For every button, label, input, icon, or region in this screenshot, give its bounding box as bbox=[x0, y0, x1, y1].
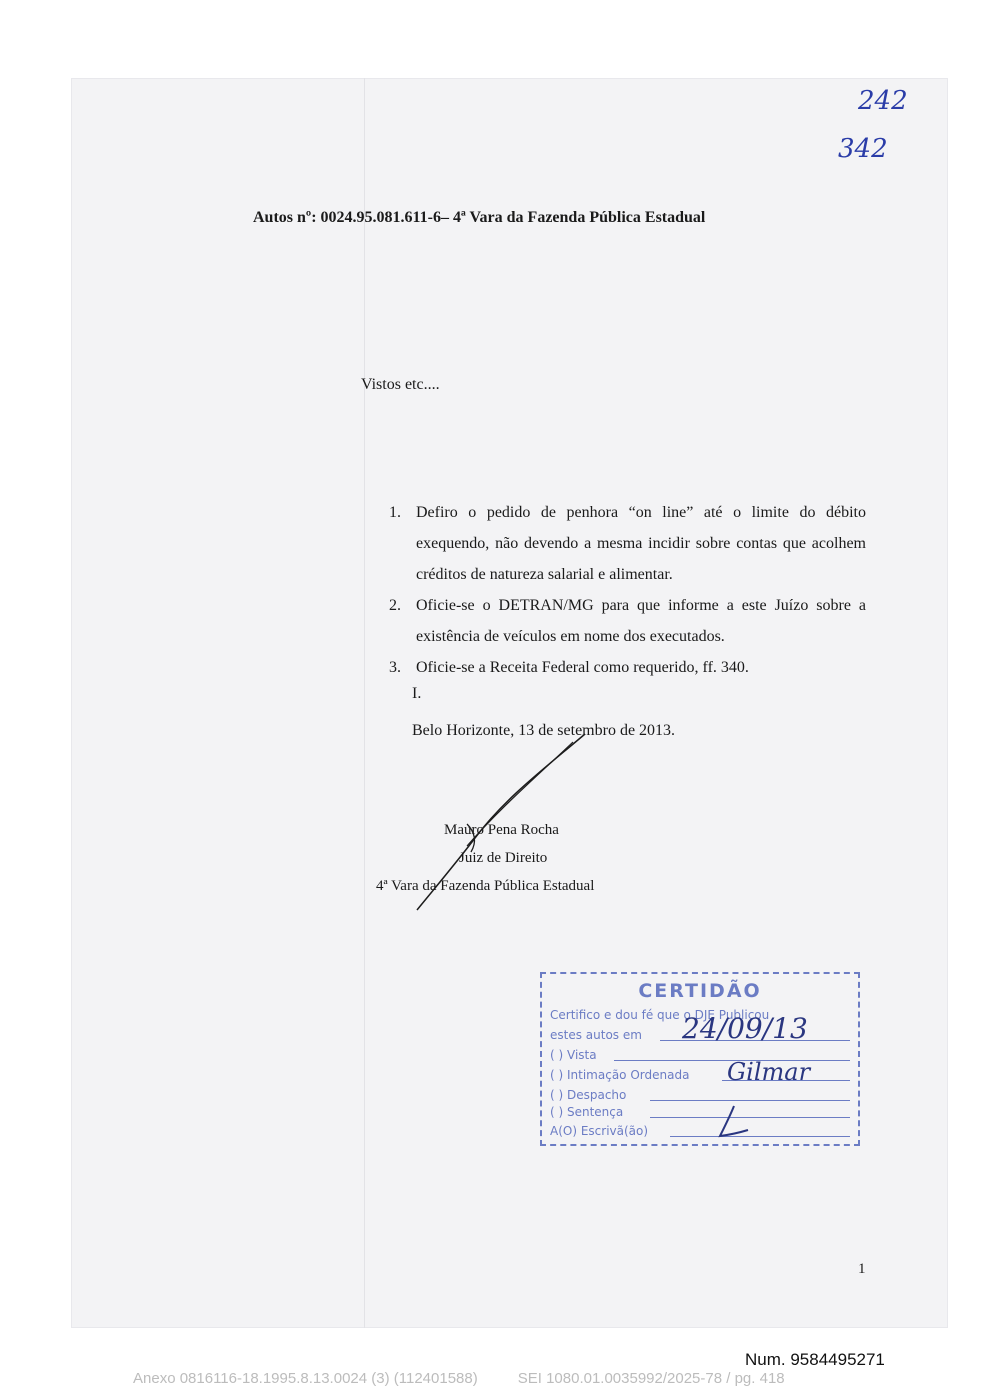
handwritten-page-mark: 242 bbox=[858, 86, 908, 116]
handwritten-sheet-mark: 342 bbox=[838, 134, 888, 164]
stamp-line-vista: ( ) Vista bbox=[550, 1048, 597, 1062]
stamp-line-escrivao: A(O) Escrivã(ão) bbox=[550, 1124, 649, 1138]
judge-court: 4ª Vara da Fazenda Pública Estadual bbox=[376, 878, 595, 894]
judge-name: Mauro Pena Rocha bbox=[444, 822, 559, 838]
footer-annex: Anexo 0816116-18.1995.8.13.0024 (3) (112401588) bbox=[133, 1370, 478, 1387]
stamp-clerk-signature bbox=[712, 1102, 752, 1142]
order-item-number: 3. bbox=[389, 659, 401, 676]
case-heading: Autos nº: 0024.95.081.611-6– 4ª Vara da Fazenda Pública Estadual bbox=[253, 209, 706, 226]
certidao-stamp bbox=[540, 972, 860, 1146]
stamp-rule bbox=[650, 1100, 850, 1101]
page-number: 1 bbox=[858, 1261, 866, 1277]
footer-sei: SEI 1080.01.0035992/2025-78 / pg. 418 bbox=[517, 1370, 785, 1387]
stamp-line-despacho: ( ) Despacho bbox=[550, 1088, 627, 1102]
date-line: Belo Horizonte, 13 de setembro de 2013. bbox=[412, 722, 676, 739]
order-item-text: Defiro o pedido de penhora “on line” até o limite do débito exequendo, não devendo a mesma incidir sobre contas que acolhem créditos de natureza salarial e alimentar. bbox=[416, 504, 866, 583]
roman-numeral: I. bbox=[412, 685, 422, 702]
stamp-rule bbox=[670, 1136, 850, 1137]
order-item-text: Oficie-se a Receita Federal como requerido, ff. 340. bbox=[416, 659, 749, 676]
order-item-number: 2. bbox=[389, 597, 401, 614]
order-item-text: Oficie-se o DETRAN/MG para que informe a este Juízo sobre a existência de veículos em nome dos executados. bbox=[416, 597, 866, 645]
judge-title: Juiz de Direito bbox=[459, 850, 548, 866]
document-number: Num. 9584495271 bbox=[745, 1350, 885, 1369]
stamp-handwritten-date: 24/09/13 bbox=[682, 1012, 808, 1045]
fold-line bbox=[364, 78, 365, 1328]
stamp-line-intimacao: ( ) Intimação Ordenada bbox=[550, 1068, 690, 1082]
stamp-title: CERTIDÃO bbox=[638, 980, 762, 1002]
order-item-number: 1. bbox=[389, 504, 401, 521]
stamp-handwritten-initials: Gilmar bbox=[727, 1058, 811, 1086]
footer-reference bbox=[133, 1370, 785, 1387]
stamp-line-certifico: Certifico e dou fé que o DJE Publicou bbox=[550, 1008, 770, 1022]
stamp-line-autos: estes autos em bbox=[550, 1028, 642, 1042]
opening-text: Vistos etc.... bbox=[361, 376, 440, 393]
stamp-line-sentenca: ( ) Sentença bbox=[550, 1105, 624, 1119]
